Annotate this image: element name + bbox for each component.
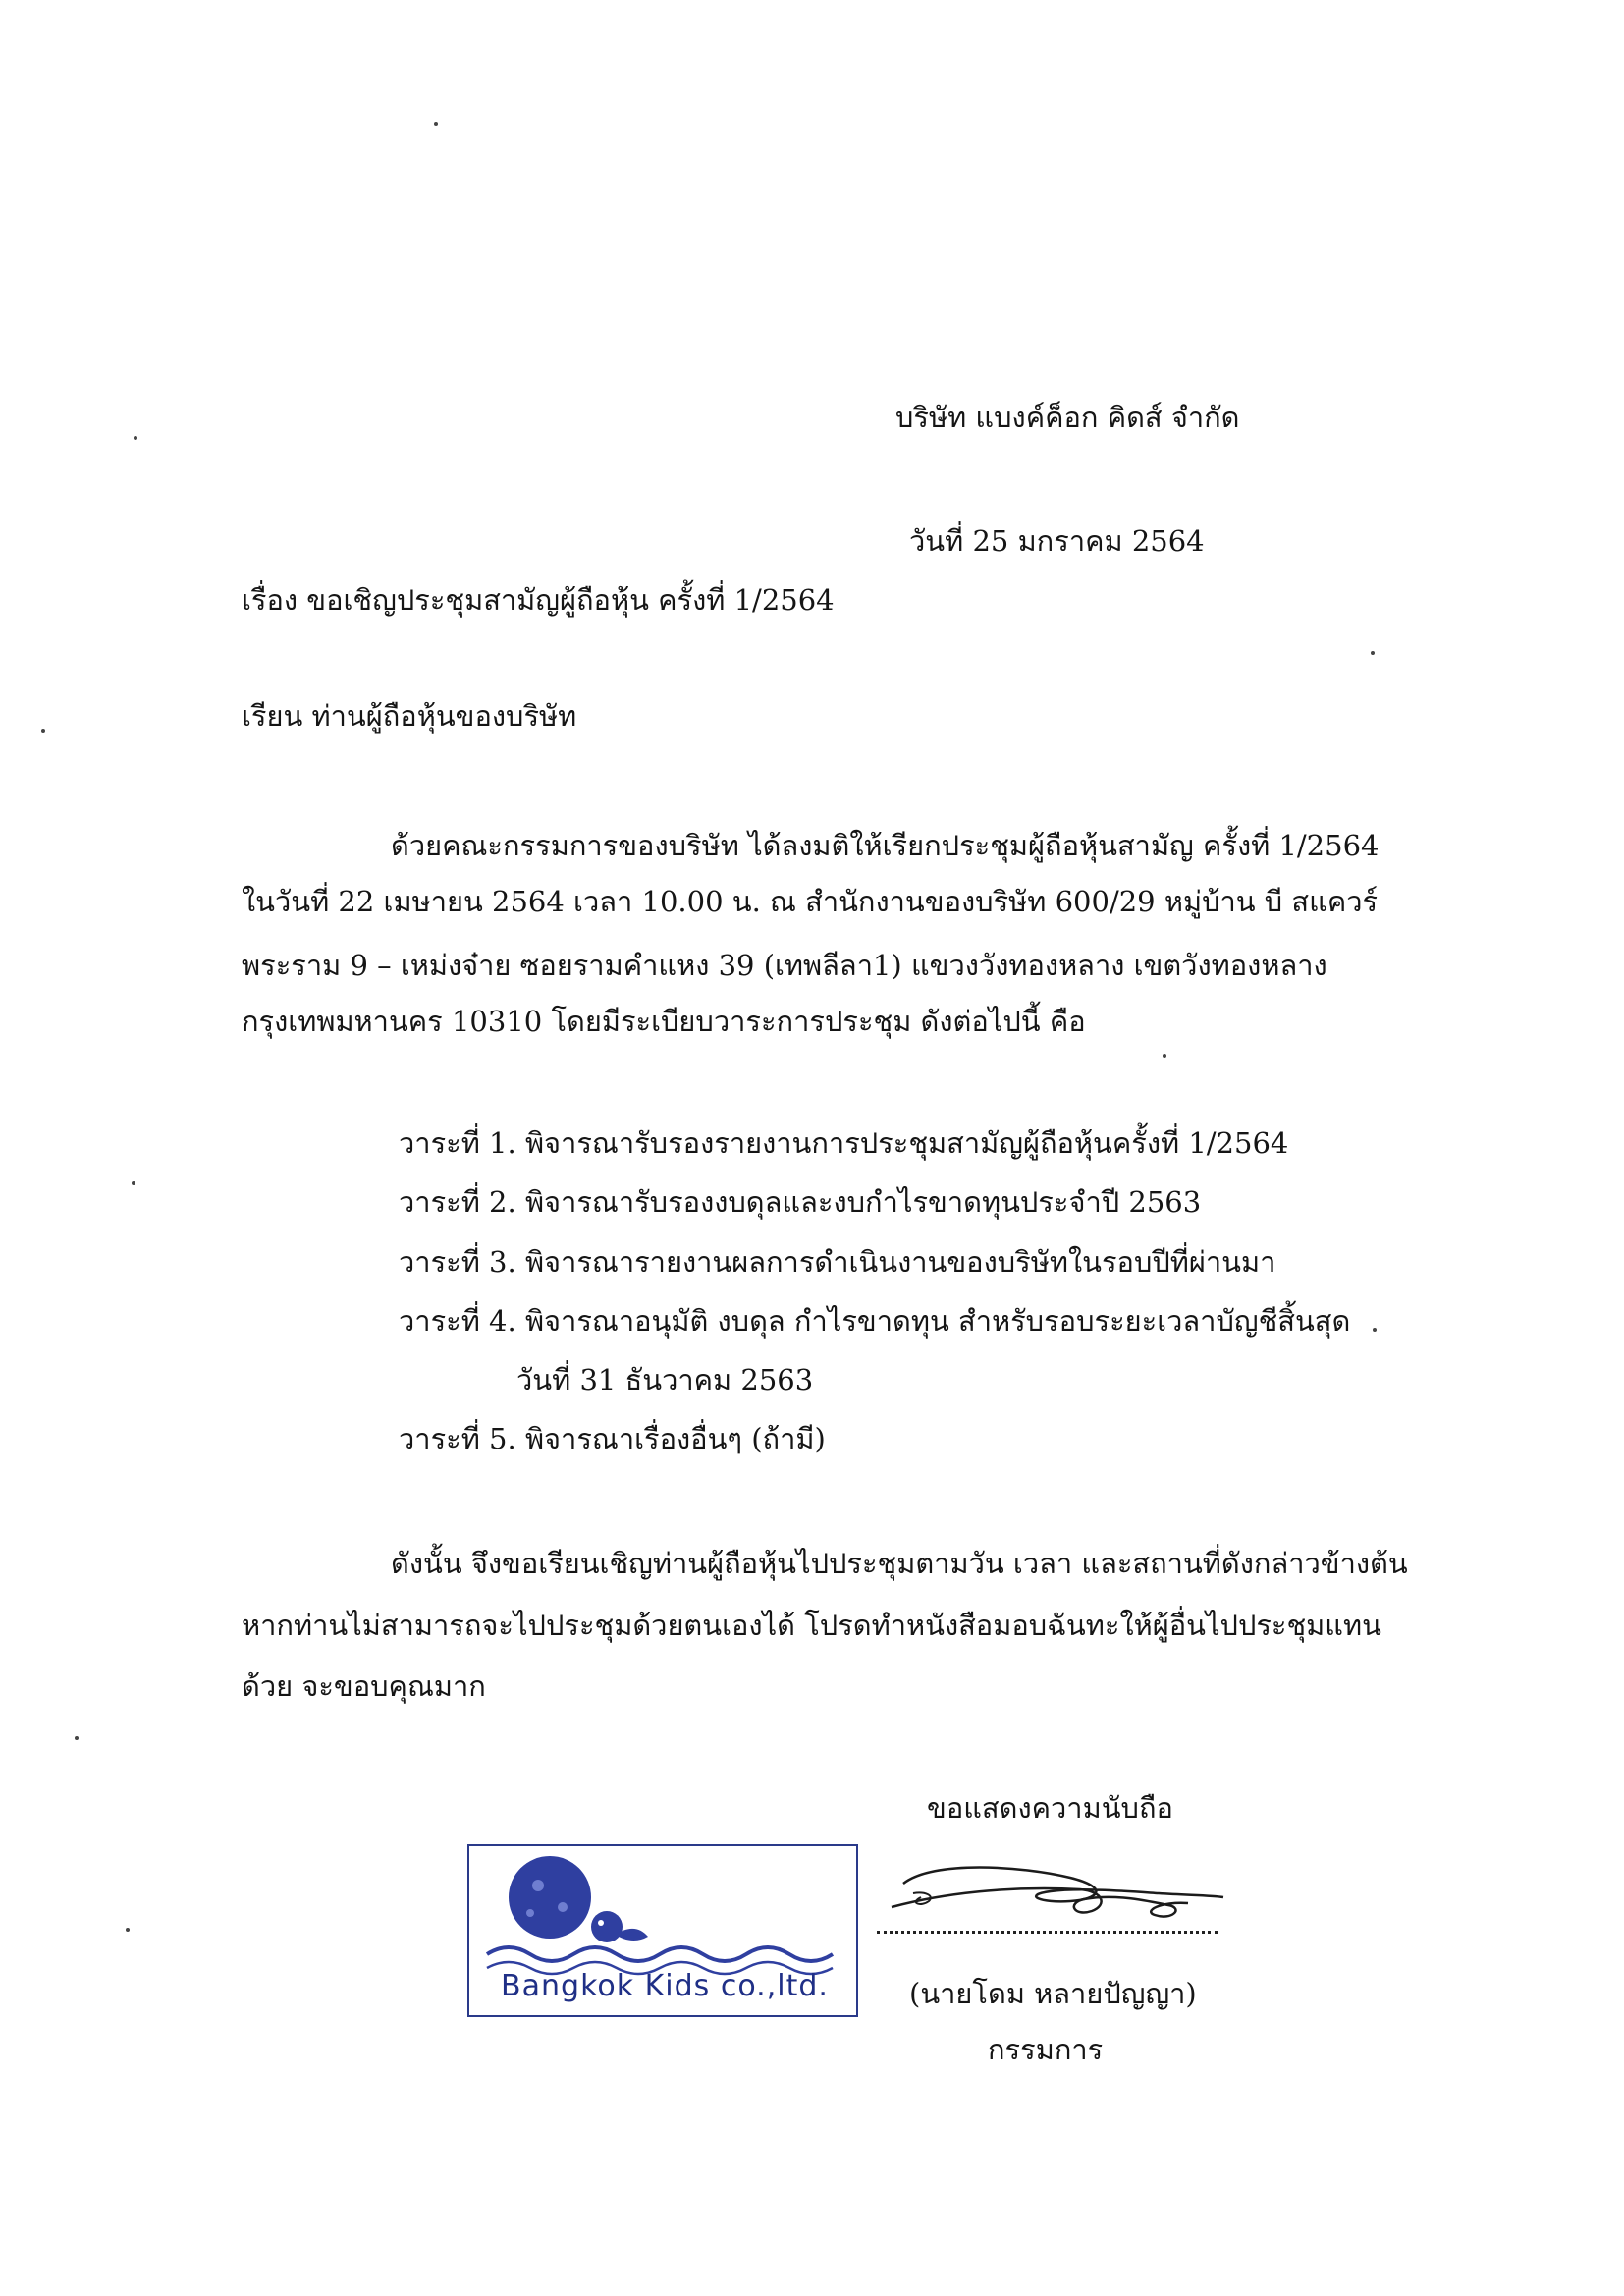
scan-speck — [1371, 651, 1375, 655]
scan-speck — [132, 1181, 135, 1185]
intro-line: ด้วยคณะกรรมการของบริษัท ได้ลงมติให้เรียกประชุมผู้ถือหุ้นสามัญ ครั้งที่ 1/2564 — [391, 829, 1380, 862]
agenda-item: วาระที่ 3. พิจารณารายงานผลการดำเนินงานของบริษัทในรอบปีที่ผ่านมา — [399, 1245, 1276, 1279]
signature-line — [877, 1931, 1218, 1934]
signer-title: กรรมการ — [988, 2033, 1104, 2066]
letter-subject: เรื่อง ขอเชิญประชุมสามัญผู้ถือหุ้น ครั้งที่ 1/2564 — [242, 583, 835, 617]
scan-speck — [1163, 1054, 1166, 1058]
company-name: บริษัท แบงค์ค็อก คิดส์ จำกัด — [895, 401, 1240, 434]
signer-name: (นายโดม หลายปัญญา) — [909, 1977, 1197, 2010]
scan-speck — [41, 729, 45, 733]
letter-date: วันที่ 25 มกราคม 2564 — [909, 524, 1205, 558]
agenda-item: วาระที่ 4. พิจารณาอนุมัติ งบดุล กำไรขาดทุน สำหรับรอบระยะเวลาบัญชีสิ้นสุด — [399, 1304, 1351, 1338]
salutation: เรียน ท่านผู้ถือหุ้นของบริษัท — [242, 699, 577, 733]
agenda-item: วาระที่ 5. พิจารณาเรื่องอื่นๆ (ถ้ามี) — [399, 1422, 826, 1455]
closing-line: ด้วย จะขอบคุณมาก — [242, 1669, 486, 1703]
scan-speck — [434, 122, 438, 126]
intro-line: พระราม 9 – เหม่งจ๋าย ซอยรามคำแหง 39 (เทพลีลา1) แขวงวังทองหลาง เขตวังทองหลาง — [242, 949, 1327, 982]
signature-icon — [874, 1846, 1227, 1935]
scan-speck — [134, 436, 137, 440]
scan-speck — [75, 1736, 79, 1740]
company-stamp — [467, 1844, 858, 2017]
scan-speck — [1373, 1328, 1377, 1332]
intro-line: ในวันที่ 22 เมษายน 2564 เวลา 10.00 น. ณ สำนักงานของบริษัท 600/29 หมู่บ้าน บี สแควร์ — [242, 885, 1379, 918]
agenda-item: วาระที่ 1. พิจารณารับรองรายงานการประชุมสามัญผู้ถือหุ้นครั้งที่ 1/2564 — [399, 1126, 1289, 1160]
agenda-item: วาระที่ 2. พิจารณารับรองงบดุลและงบกำไรขาดทุนประจำปี 2563 — [399, 1185, 1202, 1219]
intro-line: กรุงเทพมหานคร 10310 โดยมีระเบียบวาระการประชุม ดังต่อไปนี้ คือ — [242, 1005, 1086, 1038]
regards: ขอแสดงความนับถือ — [927, 1791, 1173, 1825]
closing-line: หากท่านไม่สามารถจะไปประชุมด้วยตนเองได้ โปรดทำหนังสือมอบฉันทะให้ผู้อื่นไปประชุมแทน — [242, 1609, 1381, 1642]
scan-speck — [126, 1928, 130, 1932]
agenda-item-continuation: วันที่ 31 ธันวาคม 2563 — [516, 1363, 814, 1396]
closing-line: ดังนั้น จึงขอเรียนเชิญท่านผู้ถือหุ้นไปประชุมตามวัน เวลา และสถานที่ดังกล่าวข้างต้น — [391, 1547, 1408, 1580]
stamp-company-name: Bangkok Kids co.,ltd. — [501, 1969, 829, 2003]
